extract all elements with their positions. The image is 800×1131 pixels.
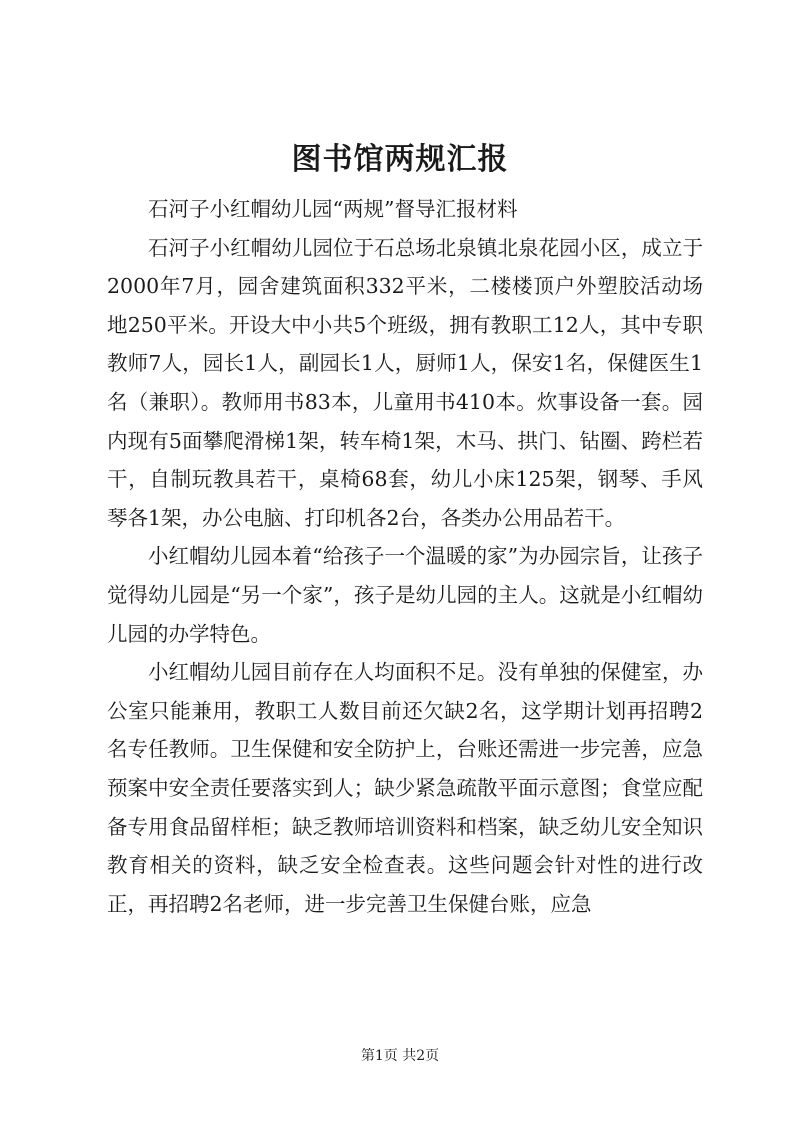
document-body [107,190,703,923]
page-footer: 第1页 共2页 [360,1048,440,1064]
paragraph-issues: 小红帽幼儿园目前存在人均面积不足。没有单独的保健室，办公室只能兼用，教职工人数目前还欠缺2名，这学期计划再招聘2名专任教师。卫生保健和安全防护上，台账还需进一步完善，应急预案中安全责任要落实到人；缺少紧急疏散平面示意图；食堂应配备专用食品留样柜；缺乏教师培训资料和档案，缺乏幼儿安全知识教育相关的资料，缺乏安全检查表。这些问题会针对性的进行改正，再招聘2名老师，进一步完善卫生保健台账，应急 [107,660,703,916]
paragraph-overview: 石河子小红帽幼儿园位于石总场北泉镇北泉花园小区，成立于2000年7月，园舍建筑面积332平米，二楼楼顶户外塑胶活动场地250平米。开设大中小共5个班级，拥有教职工12人，其中专职教师7人，园长1人，副园长1人，厨师1人，保安1名，保健医生1名（兼职）。教师用书83本，儿童用书410本。炊事设备一套。园内现有5面攀爬滑梯1架，转车椅1架，木马、拱门、钻圈、跨栏若干，自制玩教具若干，桌椅68套，幼儿小床125架，钢琴、手风琴各1架，办公电脑、打印机各2台，各类办公用品若干。 [107,235,703,530]
paragraph-subtitle: 石河子小红帽幼儿园“两规”督导汇报材料 [148,197,518,221]
paragraph-philosophy: 小红帽幼儿园本着“给孩子一个温暖的家”为办园宗旨，让孩子觉得幼儿园是“另一个家”，孩子是幼儿园的主人。这就是小红帽幼儿园的办学特色。 [107,544,703,646]
document-title: 图书馆两规汇报 [291,142,509,177]
